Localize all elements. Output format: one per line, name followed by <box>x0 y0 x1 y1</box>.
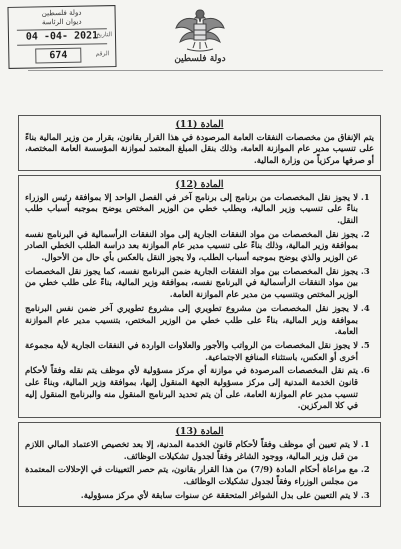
list-item: 4. لا يجوز نقل المخصصات من مشروع تطويري إلى مشروع تطويري آخر ضمن نفس البرنامج بموافقة وزير المالية، بناءً على طلب خطي من الوزير المختص، بتنسيب مدير عام الموازنة العامة. <box>25 303 358 338</box>
article-11 <box>18 115 381 171</box>
list-item: 2. مع مراعاة أحكام المادة (7/9) من هذا القرار بقانون، يتم حصر التعيينات في الإحلالات المعتمدة من مجلس الوزراء وفقاً لجدول تشكيلات الوظائف. <box>25 464 358 487</box>
article-12 <box>18 175 381 418</box>
header-title: دولة فلسطين <box>174 54 226 64</box>
article-heading: المادة (13) <box>175 426 224 438</box>
stamp-date: 04 -04- 2021 <box>17 28 107 46</box>
incoming-stamp <box>7 5 116 69</box>
list-item: 6. يتم نقل المخصصات المرصودة في موازنة أي مركز مسؤولية لأي موظف يتم نقله وفقاً لأحكام قانون الخدمة المدنية إلى مركز مسؤولية الجهة المنقول إليها، بموافقة وزير المالية، وبناءً على تنسيب مدير عام الموازنة العامة، على أن يتم تحديد البرنامج المنقول منه والبرنامج المنقول إليه في كلا المركزين. <box>25 365 358 412</box>
list-item: 3. لا يتم التعيين على بدل الشواغر المتحققة عن سنوات سابقة لأي مركز مسؤولية. <box>25 490 358 502</box>
stamp-number-label: الرقم <box>95 50 110 58</box>
article-13 <box>18 422 381 507</box>
list-item: 3. يجوز نقل المخصصات بين مواد النفقات الجارية ضمن البرنامج نفسه، كما يجوز نقل المخصصات بين مواد النفقات الرأسمالية في البرنامج نفسه، بموافقة وزير المالية، بناءً على طلب خطي من الوزير المختص وبتنسيب من مدير عام الموازنة العامة. <box>25 266 358 301</box>
article-heading: المادة (12) <box>175 178 224 190</box>
stamp-number: 674 <box>35 48 81 64</box>
list-item: 2. يجوز نقل المخصصات من مواد النفقات الجارية إلى مواد النفقات الرأسمالية في البرنامج نفسه بموافقة وزير المالية، وذلك بناءً على تنسيب مدير عام الموازنة بعد دراسة الطلب الخطي الصادر عن الوزير والذي يوضح بموجبه أسباب الطلب، ولا يجوز النقل بالعكس بأي حال من الأحوال. <box>25 229 358 264</box>
header-divider <box>28 70 383 71</box>
stamp-line-1: دولة فلسطين <box>41 8 82 18</box>
eagle-emblem-icon <box>173 4 227 54</box>
article-heading: المادة (11) <box>175 119 224 130</box>
stamp-line-2: ديوان الرئاسة <box>41 17 82 27</box>
list-item: 1. لا يتم تعيين أي موظف وفقاً لأحكام قانون الخدمة المدنية، إلا بعد تخصيص الاعتماد المالي اللازم من قبل وزير المالية، ووجود الشاغر وفقاً لجدول تشكيلات الوظائف. <box>25 439 358 462</box>
stamp-date-label: التاريخ <box>96 31 113 39</box>
list-item: 5. لا يجوز نقل المخصصات من الرواتب والأجور والعلاوات الواردة في النفقات الجارية لأية مجموعة أخرى أو العكس، باستثناء المنافع الاجتماعية. <box>25 340 358 363</box>
article-paragraph: يتم الإنفاق من مخصصات النفقات العامة المرصودة في هذا القرار بقانون، بقرار من وزير المالية بناءً على تنسيب مدير عام الموازنة العامة، وذلك بنقل المبلغ المعتمد لموازنة المؤسسة العامة المختصة، أو صرفها مركزياً من وزارة المالية. <box>25 131 374 166</box>
document-body <box>18 115 381 511</box>
list-item: 1. لا يجوز نقل المخصصات من برنامج إلى برنامج آخر في الفصل الواحد إلا بموافقة رئيس الوزراء بناءً على تنسيب وزير المالية، وبطلب خطي من الوزير المختص يوضح بموجبه أسباب طلب النقل. <box>25 192 358 227</box>
